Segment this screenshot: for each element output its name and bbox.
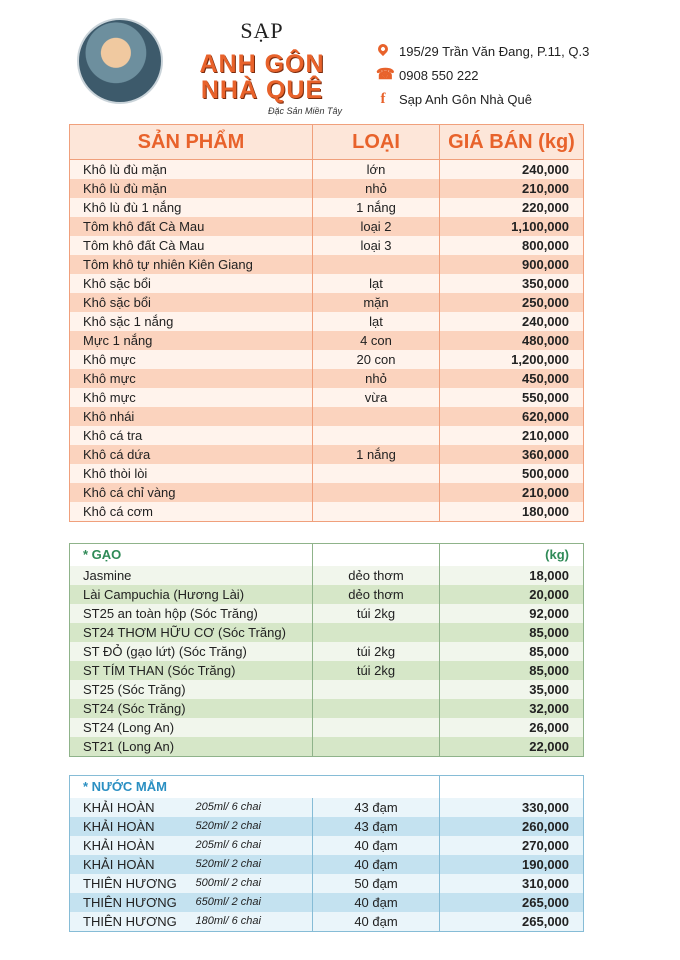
product-name: ST25 an toàn hộp (Sóc Trăng) — [70, 604, 313, 623]
product-name: Khô nhái — [70, 407, 313, 426]
brand-logo — [172, 14, 352, 114]
child-photo — [77, 18, 163, 104]
section-header — [70, 776, 584, 799]
product-price: 270,000 — [440, 836, 584, 855]
product-price: 92,000 — [440, 604, 584, 623]
product-name: KHẢI HOÀN — [70, 817, 192, 836]
header-product: SẢN PHẨM — [70, 125, 313, 160]
product-name: Khô sặc bổi — [70, 293, 313, 312]
product-type: túi 2kg — [313, 642, 440, 661]
table-row — [70, 699, 584, 718]
table-row — [70, 893, 584, 912]
product-name: Khô lù đù 1 nắng — [70, 198, 313, 217]
product-price: 85,000 — [440, 642, 584, 661]
product-type: mặn — [313, 293, 440, 312]
product-name: Tôm khô đất Cà Mau — [70, 236, 313, 255]
product-type: túi 2kg — [313, 604, 440, 623]
table-row — [70, 642, 584, 661]
table-row — [70, 198, 584, 217]
product-type: 40 đạm — [313, 836, 440, 855]
product-size: 205ml/ 6 chai — [192, 836, 313, 855]
product-name: ST TÍM THAN (Sóc Trăng) — [70, 661, 313, 680]
table-row — [70, 179, 584, 198]
product-name: Khô mực — [70, 369, 313, 388]
brand-line1: ANH GÔN — [199, 50, 325, 78]
product-type: túi 2kg — [313, 661, 440, 680]
product-price: 360,000 — [440, 445, 584, 464]
header — [0, 0, 680, 118]
product-name: ST25 (Sóc Trăng) — [70, 680, 313, 699]
product-type: 50 đạm — [313, 874, 440, 893]
table-row — [70, 661, 584, 680]
product-type: 40 đạm — [313, 855, 440, 874]
table-row — [70, 502, 584, 522]
brand-top: SẠP — [240, 18, 284, 43]
table-row — [70, 483, 584, 502]
product-price: 26,000 — [440, 718, 584, 737]
table-row — [70, 160, 584, 180]
table-row — [70, 623, 584, 642]
product-name: THIÊN HƯƠNG — [70, 893, 192, 912]
product-type — [313, 680, 440, 699]
product-price: 85,000 — [440, 661, 584, 680]
table-row — [70, 566, 584, 585]
product-price: 480,000 — [440, 331, 584, 350]
product-type: nhỏ — [313, 179, 440, 198]
product-price: 20,000 — [440, 585, 584, 604]
table-row — [70, 388, 584, 407]
table-row — [70, 445, 584, 464]
product-name: Lài Campuchia (Hương Lài) — [70, 585, 313, 604]
brand-line2: NHÀ QUÊ — [200, 76, 324, 104]
location-pin-icon — [376, 42, 390, 60]
product-price: 310,000 — [440, 874, 584, 893]
empty-cell — [313, 544, 440, 567]
product-type: 43 đạm — [313, 817, 440, 836]
table-row — [70, 874, 584, 893]
product-type — [313, 407, 440, 426]
phone-icon: ☎ — [376, 66, 395, 83]
product-type — [313, 623, 440, 642]
table-row — [70, 274, 584, 293]
empty-cell — [313, 776, 440, 799]
product-price: 900,000 — [440, 255, 584, 274]
product-price: 190,000 — [440, 855, 584, 874]
product-price: 265,000 — [440, 893, 584, 912]
product-type — [313, 737, 440, 757]
product-type: dẻo thơm — [313, 585, 440, 604]
header-price: GIÁ BÁN (kg) — [440, 125, 584, 160]
table-row — [70, 312, 584, 331]
product-type: lớn — [313, 160, 440, 180]
product-name: Khô cá chỉ vàng — [70, 483, 313, 502]
product-type — [313, 502, 440, 522]
rice-table — [69, 543, 584, 757]
product-price: 85,000 — [440, 623, 584, 642]
product-name: ST21 (Long An) — [70, 737, 313, 757]
product-price: 800,000 — [440, 236, 584, 255]
product-size: 180ml/ 6 chai — [192, 912, 313, 932]
product-type: 40 đạm — [313, 912, 440, 932]
table-row — [70, 912, 584, 932]
product-price: 22,000 — [440, 737, 584, 757]
product-price: 32,000 — [440, 699, 584, 718]
product-price: 450,000 — [440, 369, 584, 388]
address-text: 195/29 Trần Văn Đang, P.11, Q.3 — [399, 44, 590, 59]
product-name: Khô mực — [70, 350, 313, 369]
product-name: Khô mực — [70, 388, 313, 407]
product-price: 250,000 — [440, 293, 584, 312]
product-size: 650ml/ 2 chai — [192, 893, 313, 912]
table-row — [70, 855, 584, 874]
product-price: 1,200,000 — [440, 350, 584, 369]
table-row — [70, 293, 584, 312]
product-price: 260,000 — [440, 817, 584, 836]
product-price: 620,000 — [440, 407, 584, 426]
brand-tagline: Đặc Sản Miền Tây — [267, 106, 342, 116]
table-row — [70, 464, 584, 483]
table-row — [70, 217, 584, 236]
product-name: Khô cá dứa — [70, 445, 313, 464]
table-row — [70, 737, 584, 757]
product-type — [313, 426, 440, 445]
table-header — [70, 125, 584, 160]
product-size: 205ml/ 6 chai — [192, 798, 313, 817]
product-name: Jasmine — [70, 566, 313, 585]
facebook-text: Sạp Anh Gôn Nhà Quê — [399, 92, 532, 107]
phone-text: 0908 550 222 — [399, 68, 479, 83]
product-type — [313, 718, 440, 737]
product-name: Khô lù đù mặn — [70, 160, 313, 180]
product-price: 180,000 — [440, 502, 584, 522]
product-price: 330,000 — [440, 798, 584, 817]
table-row — [70, 798, 584, 817]
fish-sauce-table — [69, 775, 584, 932]
product-price: 35,000 — [440, 680, 584, 699]
product-type: 20 con — [313, 350, 440, 369]
section-header — [70, 544, 584, 567]
product-name: THIÊN HƯƠNG — [70, 912, 192, 932]
table-row — [70, 236, 584, 255]
product-size: 500ml/ 2 chai — [192, 874, 313, 893]
table-row — [70, 836, 584, 855]
facebook-icon: f — [380, 91, 386, 107]
product-name: ST24 (Long An) — [70, 718, 313, 737]
table-row — [70, 604, 584, 623]
product-name: ST ĐỎ (gạo lứt) (Sóc Trăng) — [70, 642, 313, 661]
product-name: ST24 THƠM HỮU CƠ (Sóc Trăng) — [70, 623, 313, 642]
table-row — [70, 585, 584, 604]
product-price: 350,000 — [440, 274, 584, 293]
product-type: nhỏ — [313, 369, 440, 388]
header-type: LOẠI — [313, 125, 440, 160]
product-price: 210,000 — [440, 179, 584, 198]
product-type: 40 đạm — [313, 893, 440, 912]
product-price: 500,000 — [440, 464, 584, 483]
product-name: Khô lù đù mặn — [70, 179, 313, 198]
table-row — [70, 407, 584, 426]
table-row — [70, 331, 584, 350]
section-title: * GẠO — [70, 544, 313, 567]
product-price: 1,100,000 — [440, 217, 584, 236]
table-row — [70, 680, 584, 699]
table-row — [70, 426, 584, 445]
product-name: KHẢI HOÀN — [70, 836, 192, 855]
product-type: 4 con — [313, 331, 440, 350]
product-type: loại 3 — [313, 236, 440, 255]
product-name: THIÊN HƯƠNG — [70, 874, 192, 893]
product-type: dẻo thơm — [313, 566, 440, 585]
table-row — [70, 350, 584, 369]
product-name: KHẢI HOÀN — [70, 855, 192, 874]
product-name: KHẢI HOÀN — [70, 798, 192, 817]
product-price: 18,000 — [440, 566, 584, 585]
product-name: Khô cá tra — [70, 426, 313, 445]
product-name: Khô thòi lòi — [70, 464, 313, 483]
product-type: 1 nắng — [313, 445, 440, 464]
product-type — [313, 699, 440, 718]
product-type — [313, 483, 440, 502]
product-name: Mực 1 nắng — [70, 331, 313, 350]
section-unit: (kg) — [440, 544, 584, 567]
product-size: 520ml/ 2 chai — [192, 855, 313, 874]
product-type: lạt — [313, 312, 440, 331]
product-price: 550,000 — [440, 388, 584, 407]
section-title: * NƯỚC MẮM — [70, 776, 313, 799]
product-name: Khô sặc 1 nắng — [70, 312, 313, 331]
product-price: 210,000 — [440, 426, 584, 445]
product-name: Khô sặc bổi — [70, 274, 313, 293]
product-type — [313, 255, 440, 274]
product-name: Tôm khô tự nhiên Kiên Giang — [70, 255, 313, 274]
product-price: 220,000 — [440, 198, 584, 217]
product-price: 210,000 — [440, 483, 584, 502]
empty-cell — [440, 776, 584, 799]
table-row — [70, 255, 584, 274]
product-type: 1 nắng — [313, 198, 440, 217]
product-price: 240,000 — [440, 312, 584, 331]
product-price: 265,000 — [440, 912, 584, 932]
product-type: vừa — [313, 388, 440, 407]
product-type: lạt — [313, 274, 440, 293]
table-row — [70, 718, 584, 737]
product-name: ST24 (Sóc Trăng) — [70, 699, 313, 718]
product-type — [313, 464, 440, 483]
product-price: 240,000 — [440, 160, 584, 180]
product-name: Tôm khô đất Cà Mau — [70, 217, 313, 236]
product-type: 43 đạm — [313, 798, 440, 817]
product-size: 520ml/ 2 chai — [192, 817, 313, 836]
product-name: Khô cá cơm — [70, 502, 313, 522]
product-type: loại 2 — [313, 217, 440, 236]
table-row — [70, 817, 584, 836]
dried-goods-table — [69, 124, 584, 522]
table-row — [70, 369, 584, 388]
